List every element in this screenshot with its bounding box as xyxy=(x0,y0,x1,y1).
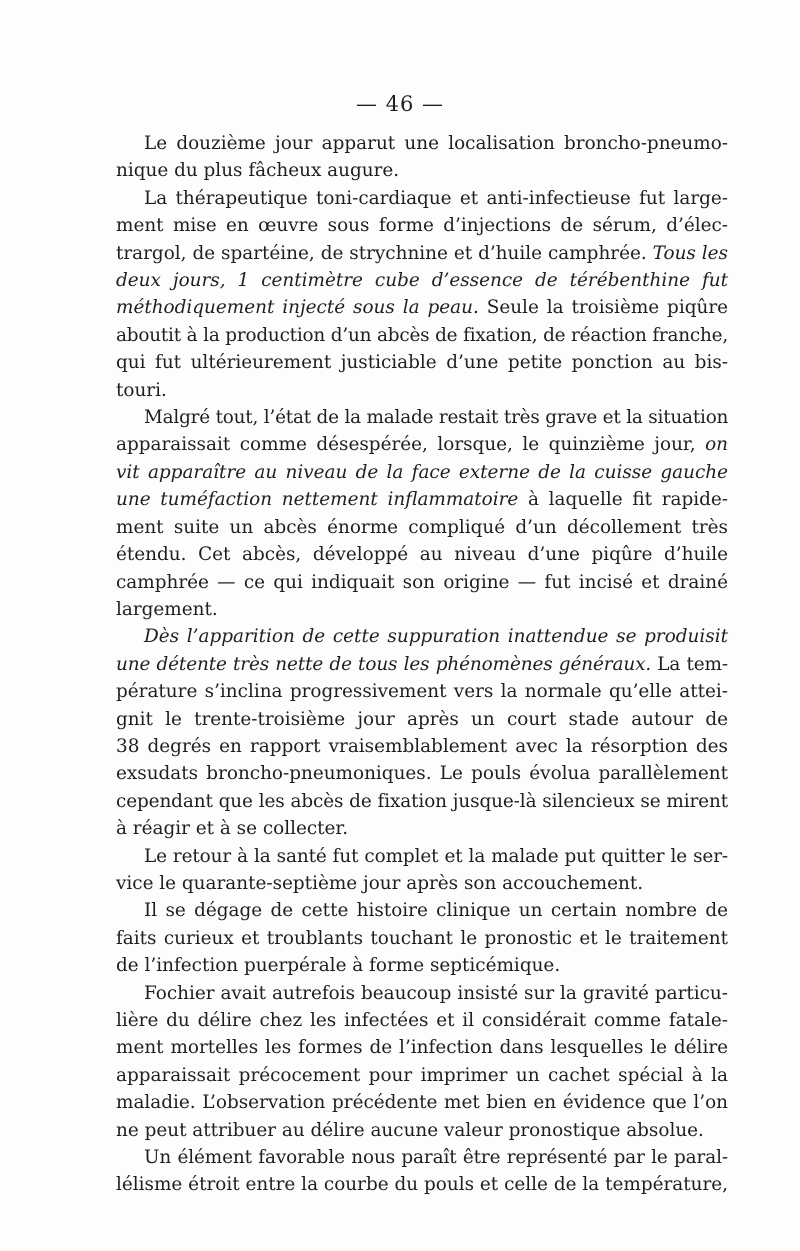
text-line: Fochier avait autrefois beaucoup insisté sur la gravité particu- xyxy=(144,982,728,1004)
text-line: nique du plus fâcheux augure. xyxy=(116,160,400,182)
text-line: à réagir et à se collecter. xyxy=(116,818,349,840)
text-run: apparaissait comme désespérée, lorsque, le quinzième jour, xyxy=(116,434,696,456)
paragraph-7 xyxy=(116,980,728,1144)
text-line: Le retour à la santé fut complet et la malade put quitter le ser- xyxy=(144,845,728,867)
text-line: Le douzième jour apparut une localisation broncho-pneumo- xyxy=(144,133,728,154)
paragraph-6 xyxy=(116,897,728,979)
paragraph-1 xyxy=(116,130,728,185)
text-run: à laquelle fit rapide- xyxy=(527,489,728,511)
italic-run: une détente très nette de tous les phénomènes généraux. xyxy=(116,653,652,675)
text-line: La thérapeutique toni-cardiaque et anti-infectieuse fut large- xyxy=(144,187,728,209)
text-line: ment mortelles les formes de l’infection dans lesquelles le délire xyxy=(116,1037,728,1059)
text-line: Malgré tout, l’état de la malade restait très grave et la situation xyxy=(144,407,729,429)
paragraph-5 xyxy=(116,843,728,898)
text-line: ne peut attribuer au délire aucune valeur pronostique absolue. xyxy=(116,1119,704,1141)
text-line xyxy=(116,294,728,321)
text-line: gnit le trente-troisième jour après un court stade autour de xyxy=(116,708,728,730)
text-line: ment mise en œuvre sous forme d’injections de sérum, d’élec- xyxy=(116,215,728,237)
text-line xyxy=(116,486,728,513)
italic-run: méthodiquement injecté sous la peau. xyxy=(116,297,479,319)
text-line: aboutit à la production d’un abcès de fixation, de réaction franche, xyxy=(116,324,728,346)
text-line: de l’infection puerpérale à forme septicémique. xyxy=(116,955,561,977)
text-line: deux jours, 1 centimètre cube d’essence de térébenthine fut xyxy=(116,270,728,292)
text-line: vice le quarante-septième jour après son accouchement. xyxy=(116,872,644,894)
text-line xyxy=(116,240,728,267)
italic-run: une tuméfaction nettement inflammatoire xyxy=(116,489,519,511)
italic-run: on xyxy=(705,434,728,456)
text-line: ment suite un abcès énorme compliqué d’un décollement très xyxy=(116,516,728,538)
text-line: vit apparaître au niveau de la face externe de la cuisse gauche xyxy=(116,461,728,483)
text-line: touri. xyxy=(116,379,167,401)
text-run: Seule la troisième piqûre xyxy=(486,297,728,319)
text-line: camphrée — ce qui indiquait son origine — fut incisé et drainé xyxy=(116,571,728,593)
paragraph-4 xyxy=(116,623,728,842)
text-line: pérature s’inclina progressivement vers la normale qu’elle attei- xyxy=(116,681,728,703)
text-line: Un élément favorable nous paraît être représenté par le paral- xyxy=(144,1147,728,1169)
text-line: 38 degrés en rapport vraisemblablement avec la résorption des xyxy=(116,735,728,757)
text-run: trargol, de spartéine, de strychnine et d’huile camphrée. xyxy=(116,242,647,264)
text-line: cependant que les abcès de fixation jusque-là silencieux se mirent xyxy=(116,790,728,812)
text-line: lélisme étroit entre la courbe du pouls et celle de la température, xyxy=(116,1174,728,1196)
body-text xyxy=(116,130,728,1199)
text-line: Dès l’apparition de cette suppuration inattendue se produisit xyxy=(144,626,728,648)
text-run: La tem- xyxy=(657,653,728,675)
paragraph-3 xyxy=(116,404,728,623)
text-line: apparaissait précocement pour imprimer un cachet spécial à la xyxy=(116,1064,728,1086)
text-line: largement. xyxy=(116,598,218,620)
text-line: maladie. L’observation précédente met bien en évidence que l’on xyxy=(116,1092,728,1114)
text-line: étendu. Cet abcès, développé au niveau d’une piqûre d’huile xyxy=(116,544,728,566)
italic-run: Tous les xyxy=(652,242,728,264)
text-line: Il se dégage de cette histoire clinique un certain nombre de xyxy=(144,900,728,922)
text-line: exsudats broncho-pneumoniques. Le pouls évolua parallèlement xyxy=(116,763,728,785)
text-line xyxy=(116,651,728,678)
text-line: faits curieux et troublants touchant le pronostic et le traitement xyxy=(116,927,728,949)
text-line: qui fut ultérieurement justiciable d’une petite ponction au bis- xyxy=(116,352,728,374)
paragraph-2 xyxy=(116,185,728,404)
text-line xyxy=(116,431,728,458)
text-line: lière du délire chez les infectées et il considérait comme fatale- xyxy=(116,1010,728,1031)
page-number: — 46 — xyxy=(355,92,445,116)
paragraph-8 xyxy=(116,1144,728,1199)
